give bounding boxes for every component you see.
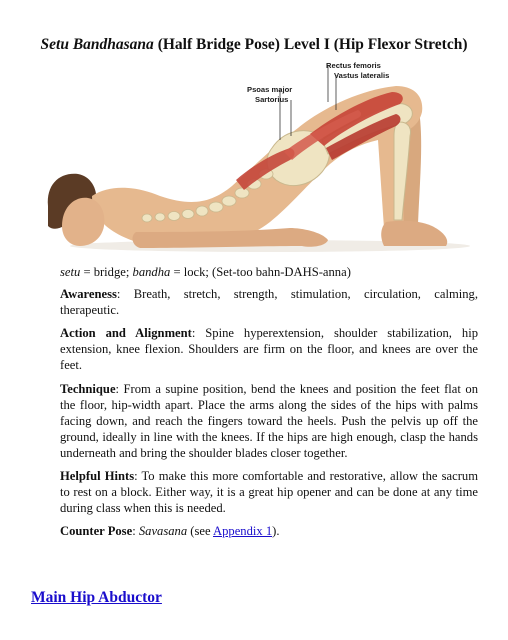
action-alignment-paragraph <box>60 325 478 373</box>
technique-text: : From a supine position, bend the knees and position the feet flat on the floor, hip-width apart. Place the arms along the sides of the hips with palms facing down, and reach the fingers toward the heels. Push the pelvis up off the ground, ideally in line with the knees. If the hips are high enough, clasp the hands underneath and bring the shoulder blades closer together. <box>60 381 478 460</box>
title-pose-name: Setu Bandhasana <box>40 36 154 53</box>
label-sartorius: Sartorius <box>255 95 289 104</box>
main-hip-abductor-link[interactable]: Main Hip Abductor <box>31 589 162 606</box>
etym-word-bandha: bandha <box>132 265 171 279</box>
counter-pose-mid: (see <box>187 524 214 539</box>
helpful-hints-text: : To make this more comfortable and restorative, allow the sacrum to rest on a block. Either way, it is a great hip opener and can be done at any time during class when this is needed. <box>60 469 478 516</box>
front-foot <box>381 221 447 246</box>
counter-pose-name: Savasana <box>138 524 188 539</box>
label-vastus-lateralis: Vastus lateralis <box>334 71 390 80</box>
etym-word-setu: setu <box>60 265 81 279</box>
helpful-hints-paragraph <box>60 468 478 516</box>
page-title <box>0 35 508 55</box>
pose-description <box>60 264 478 545</box>
awareness-label: Awareness <box>60 287 117 302</box>
technique-paragraph <box>60 381 478 461</box>
counter-pose-sep: : <box>132 524 139 539</box>
etymology-line <box>60 264 478 280</box>
awareness-paragraph <box>60 286 478 318</box>
counter-pose-end: ). <box>272 524 280 539</box>
etym-text-2: = lock; (Set-too bahn-DAHS-anna) <box>170 265 351 279</box>
awareness-text: : Breath, stretch, strength, stimulation, circulation, calming, therapeutic. <box>60 287 478 318</box>
title-rest: (Half Bridge Pose) Level I (Hip Flexor Stretch) <box>153 36 468 53</box>
action-alignment-label: Action and Alignment <box>60 326 192 341</box>
technique-label: Technique <box>60 381 116 396</box>
counter-pose-label: Counter Pose <box>60 524 133 539</box>
label-rectus-femoris: Rectus femoris <box>326 61 381 70</box>
bridge-pose-figure <box>40 56 470 262</box>
anatomy-illustration <box>40 56 470 262</box>
action-alignment-text: : Spine hyperextension, shoulder stabilization, hip extension, knee flexion. Shoulders are firm on the floor, and knees are over the feet. <box>60 326 478 373</box>
appendix-link[interactable]: Appendix 1 <box>213 524 273 539</box>
label-psoas-major: Psoas major <box>247 85 293 94</box>
helpful-hints-label: Helpful Hints <box>60 469 135 484</box>
etym-text-1: = bridge; <box>80 265 133 279</box>
counter-pose-paragraph <box>60 523 478 539</box>
